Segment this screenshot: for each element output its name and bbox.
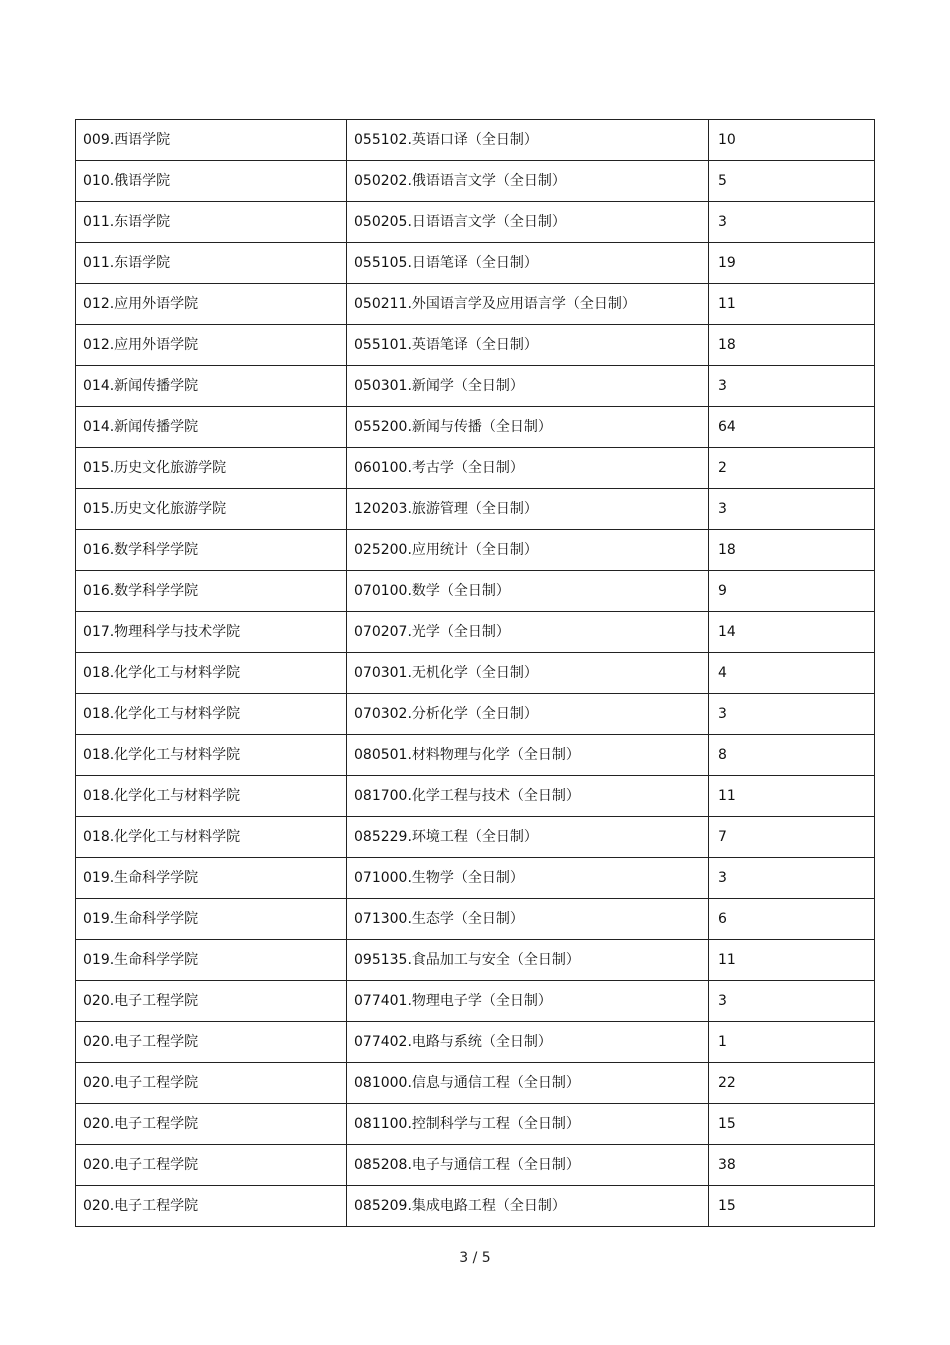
college-cell: 019.生命科学学院 xyxy=(76,858,347,899)
quota-cell: 3 xyxy=(709,366,875,407)
major-cell: 050205.日语语言文学（全日制） xyxy=(347,202,709,243)
major-cell: 070100.数学（全日制） xyxy=(347,571,709,612)
major-cell: 055101.英语笔译（全日制） xyxy=(347,325,709,366)
major-cell: 085209.集成电路工程（全日制） xyxy=(347,1186,709,1227)
quota-cell: 18 xyxy=(709,325,875,366)
major-cell: 055105.日语笔译（全日制） xyxy=(347,243,709,284)
major-cell: 085229.环境工程（全日制） xyxy=(347,817,709,858)
table-row xyxy=(76,1022,875,1063)
college-cell: 020.电子工程学院 xyxy=(76,1063,347,1104)
major-cell: 071300.生态学（全日制） xyxy=(347,899,709,940)
quota-cell: 2 xyxy=(709,448,875,489)
table-row xyxy=(76,899,875,940)
quota-cell: 3 xyxy=(709,858,875,899)
college-cell: 018.化学化工与材料学院 xyxy=(76,776,347,817)
table-row xyxy=(76,407,875,448)
quota-cell: 4 xyxy=(709,653,875,694)
quota-cell: 19 xyxy=(709,243,875,284)
college-cell: 012.应用外语学院 xyxy=(76,284,347,325)
table-row xyxy=(76,858,875,899)
major-cell: 050211.外国语言学及应用语言学（全日制） xyxy=(347,284,709,325)
major-cell: 077401.物理电子学（全日制） xyxy=(347,981,709,1022)
table-row xyxy=(76,981,875,1022)
major-cell: 081700.化学工程与技术（全日制） xyxy=(347,776,709,817)
major-cell: 081100.控制科学与工程（全日制） xyxy=(347,1104,709,1145)
college-cell: 020.电子工程学院 xyxy=(76,1145,347,1186)
major-cell: 077402.电路与系统（全日制） xyxy=(347,1022,709,1063)
college-cell: 018.化学化工与材料学院 xyxy=(76,735,347,776)
quota-cell: 64 xyxy=(709,407,875,448)
table-row xyxy=(76,940,875,981)
quota-cell: 8 xyxy=(709,735,875,776)
major-cell: 070302.分析化学（全日制） xyxy=(347,694,709,735)
quota-cell: 18 xyxy=(709,530,875,571)
quota-cell: 7 xyxy=(709,817,875,858)
college-cell: 020.电子工程学院 xyxy=(76,1022,347,1063)
college-cell: 015.历史文化旅游学院 xyxy=(76,448,347,489)
table-row xyxy=(76,1063,875,1104)
table-row xyxy=(76,325,875,366)
college-cell: 020.电子工程学院 xyxy=(76,1104,347,1145)
college-cell: 014.新闻传播学院 xyxy=(76,407,347,448)
quota-cell: 3 xyxy=(709,981,875,1022)
quota-cell: 3 xyxy=(709,694,875,735)
college-cell: 011.东语学院 xyxy=(76,202,347,243)
college-cell: 017.物理科学与技术学院 xyxy=(76,612,347,653)
table-body xyxy=(76,120,875,1227)
college-cell: 018.化学化工与材料学院 xyxy=(76,653,347,694)
quota-cell: 5 xyxy=(709,161,875,202)
table-row xyxy=(76,653,875,694)
major-cell: 050301.新闻学（全日制） xyxy=(347,366,709,407)
table-row xyxy=(76,120,875,161)
quota-cell: 11 xyxy=(709,776,875,817)
college-cell: 010.俄语学院 xyxy=(76,161,347,202)
page-number: 3 / 5 xyxy=(459,1250,491,1266)
college-cell: 020.电子工程学院 xyxy=(76,1186,347,1227)
table-row xyxy=(76,366,875,407)
table-row xyxy=(76,776,875,817)
table-row xyxy=(76,161,875,202)
college-cell: 014.新闻传播学院 xyxy=(76,366,347,407)
table-row xyxy=(76,489,875,530)
major-cell: 071000.生物学（全日制） xyxy=(347,858,709,899)
major-cell: 081000.信息与通信工程（全日制） xyxy=(347,1063,709,1104)
college-cell: 019.生命科学学院 xyxy=(76,899,347,940)
quota-cell: 3 xyxy=(709,202,875,243)
table-row xyxy=(76,1104,875,1145)
college-cell: 018.化学化工与材料学院 xyxy=(76,694,347,735)
college-cell: 009.西语学院 xyxy=(76,120,347,161)
college-cell: 020.电子工程学院 xyxy=(76,981,347,1022)
major-cell: 060100.考古学（全日制） xyxy=(347,448,709,489)
quota-cell: 11 xyxy=(709,284,875,325)
quota-cell: 6 xyxy=(709,899,875,940)
table-row xyxy=(76,694,875,735)
major-cell: 055200.新闻与传播（全日制） xyxy=(347,407,709,448)
quota-cell: 1 xyxy=(709,1022,875,1063)
quota-cell: 15 xyxy=(709,1186,875,1227)
table-row xyxy=(76,571,875,612)
major-cell: 070207.光学（全日制） xyxy=(347,612,709,653)
table-row xyxy=(76,448,875,489)
quota-cell: 3 xyxy=(709,489,875,530)
college-cell: 018.化学化工与材料学院 xyxy=(76,817,347,858)
table-row xyxy=(76,735,875,776)
table-row xyxy=(76,202,875,243)
major-cell: 080501.材料物理与化学（全日制） xyxy=(347,735,709,776)
major-cell: 085208.电子与通信工程（全日制） xyxy=(347,1145,709,1186)
table-row xyxy=(76,530,875,571)
table-row xyxy=(76,817,875,858)
major-cell: 055102.英语口译（全日制） xyxy=(347,120,709,161)
college-cell: 015.历史文化旅游学院 xyxy=(76,489,347,530)
table-row xyxy=(76,243,875,284)
quota-cell: 38 xyxy=(709,1145,875,1186)
college-cell: 016.数学科学学院 xyxy=(76,530,347,571)
major-cell: 050202.俄语语言文学（全日制） xyxy=(347,161,709,202)
major-cell: 070301.无机化学（全日制） xyxy=(347,653,709,694)
quota-cell: 9 xyxy=(709,571,875,612)
major-cell: 095135.食品加工与安全（全日制） xyxy=(347,940,709,981)
major-cell: 025200.应用统计（全日制） xyxy=(347,530,709,571)
college-cell: 012.应用外语学院 xyxy=(76,325,347,366)
college-cell: 019.生命科学学院 xyxy=(76,940,347,981)
quota-cell: 22 xyxy=(709,1063,875,1104)
table-row xyxy=(76,612,875,653)
table-row xyxy=(76,1145,875,1186)
admission-quota-table xyxy=(75,119,875,1227)
major-cell: 120203.旅游管理（全日制） xyxy=(347,489,709,530)
quota-cell: 15 xyxy=(709,1104,875,1145)
college-cell: 011.东语学院 xyxy=(76,243,347,284)
quota-cell: 10 xyxy=(709,120,875,161)
college-cell: 016.数学科学学院 xyxy=(76,571,347,612)
quota-cell: 11 xyxy=(709,940,875,981)
quota-cell: 14 xyxy=(709,612,875,653)
table-row xyxy=(76,284,875,325)
table-row xyxy=(76,1186,875,1227)
